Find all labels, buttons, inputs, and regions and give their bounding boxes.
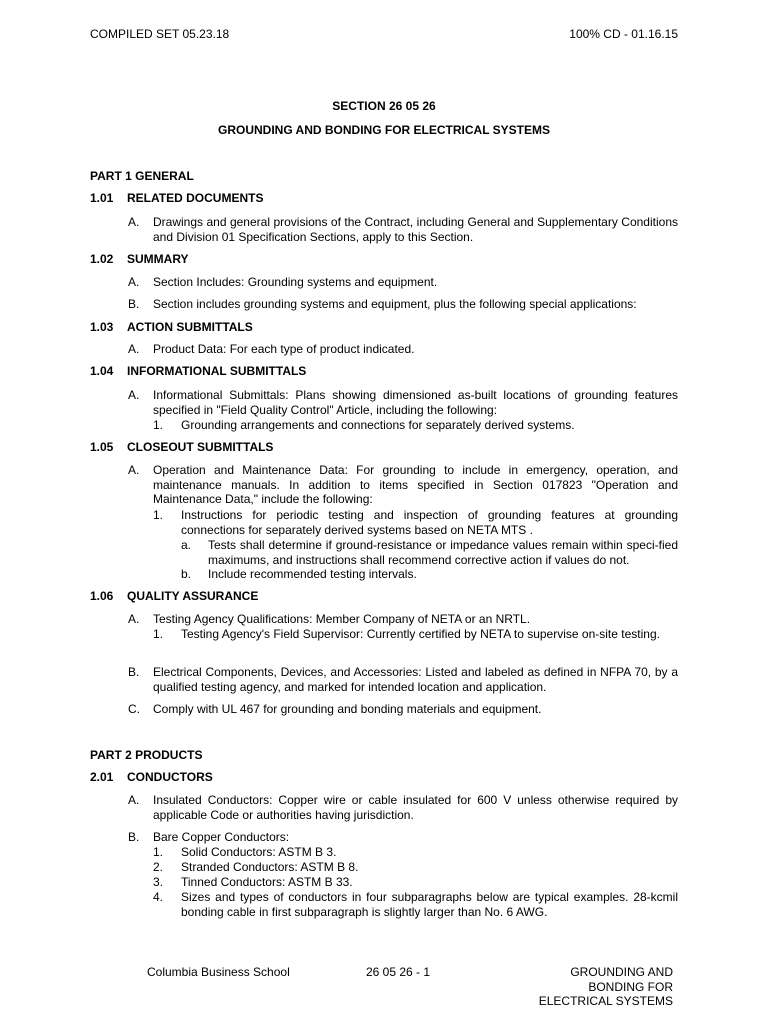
footer-right-line: GROUNDING AND bbox=[570, 965, 673, 979]
para-1-04-A bbox=[128, 388, 678, 417]
para-text: Sizes and types of conductors in four subparagraphs below are typical examples. 28-kcmil bonding cable in first subparagraph is slightly larger than No. 6 AWG. bbox=[181, 890, 678, 919]
para-1-06-A-1 bbox=[153, 627, 678, 642]
para-label: 4. bbox=[153, 890, 164, 904]
para-label: 3. bbox=[153, 875, 164, 889]
para-1-06-B bbox=[128, 665, 678, 694]
para-text: Product Data: For each type of product indicated. bbox=[153, 342, 415, 356]
heading-title: INFORMATIONAL SUBMITTALS bbox=[127, 364, 307, 378]
heading-number: 1.03 bbox=[90, 320, 114, 334]
para-label: 1. bbox=[153, 418, 164, 432]
para-text: Testing Agency's Field Supervisor: Currently certified by NETA to supervise on-site testing. bbox=[181, 627, 660, 641]
para-text: Bare Copper Conductors: bbox=[153, 830, 290, 844]
para-text: Tests shall determine if ground-resistance or impedance values remain within speci-fied maximums, and instructions shall recommend corrective action if values do not. bbox=[208, 538, 678, 567]
para-label: A. bbox=[128, 388, 140, 402]
para-text: Electrical Components, Devices, and Accessories: Listed and labeled as defined in NFPA 70, by a qualified testing agency, and marked for intended location and application. bbox=[153, 665, 678, 694]
para-1-04-A-1 bbox=[153, 418, 678, 433]
para-label: 1. bbox=[153, 845, 164, 859]
heading-title: CLOSEOUT SUBMITTALS bbox=[127, 440, 274, 454]
para-label: A. bbox=[128, 463, 140, 477]
para-2-01-B-2 bbox=[153, 860, 678, 875]
heading-1-02 bbox=[90, 252, 189, 267]
para-label: B. bbox=[128, 830, 140, 844]
para-label: 2. bbox=[153, 860, 164, 874]
para-text: Instructions for periodic testing and inspection of grounding features at grounding connections for separately derived systems based on NETA MTS . bbox=[181, 508, 678, 537]
header-left: COMPILED SET 05.23.18 bbox=[90, 27, 230, 41]
footer-right bbox=[539, 965, 673, 1009]
para-text: Informational Submittals: Plans showing dimensioned as-built locations of grounding features specified in "Field Quality Control" Article, including the following: bbox=[153, 388, 678, 417]
para-1-05-A-1 bbox=[153, 508, 678, 537]
heading-2-01 bbox=[90, 770, 213, 785]
para-2-01-B-1 bbox=[153, 845, 678, 860]
para-text: Comply with UL 467 for grounding and bonding materials and equipment. bbox=[153, 702, 542, 716]
header-right: 100% CD - 01.16.15 bbox=[569, 27, 678, 41]
para-1-03-A bbox=[128, 342, 678, 357]
heading-1-04 bbox=[90, 364, 306, 379]
heading-title: QUALITY ASSURANCE bbox=[127, 589, 259, 603]
para-text: Grounding arrangements and connections for separately derived systems. bbox=[181, 418, 575, 432]
para-text: Operation and Maintenance Data: For grounding to include in emergency, operation, and maintenance manuals. In addition to items specified in Section 017823 "Operation and Maintenance Data," include the following: bbox=[153, 463, 678, 507]
heading-title: SUMMARY bbox=[127, 252, 189, 266]
para-text: Stranded Conductors: ASTM B 8. bbox=[181, 860, 359, 874]
para-2-01-A bbox=[128, 793, 678, 822]
para-1-05-A-1-b bbox=[181, 567, 678, 582]
para-text: Drawings and general provisions of the Contract, including General and Supplementary Conditions and Division 01 Specification Sections, apply to this Section. bbox=[153, 215, 678, 244]
heading-number: 2.01 bbox=[90, 770, 114, 784]
section-title: GROUNDING AND BONDING FOR ELECTRICAL SYSTEMS bbox=[217, 123, 550, 137]
para-text: Tinned Conductors: ASTM B 33. bbox=[181, 875, 353, 889]
heading-1-06 bbox=[90, 589, 258, 604]
para-label: A. bbox=[128, 612, 140, 626]
para-2-01-B-4 bbox=[153, 890, 678, 919]
para-text: Solid Conductors: ASTM B 3. bbox=[181, 845, 337, 859]
para-1-02-A bbox=[128, 275, 678, 290]
para-label: B. bbox=[128, 297, 140, 311]
heading-number: 1.06 bbox=[90, 589, 114, 603]
para-label: B. bbox=[128, 665, 140, 679]
para-1-06-C bbox=[128, 702, 678, 717]
para-1-05-A-1-a bbox=[181, 538, 678, 567]
para-1-05-A bbox=[128, 463, 678, 507]
heading-title: RELATED DOCUMENTS bbox=[127, 191, 264, 205]
heading-1-05 bbox=[90, 440, 273, 455]
heading-number: 1.02 bbox=[90, 252, 114, 266]
footer-right-line: ELECTRICAL SYSTEMS bbox=[538, 994, 673, 1008]
para-label: A. bbox=[128, 215, 140, 229]
footer-right-line: BONDING FOR bbox=[588, 979, 673, 994]
para-label: b. bbox=[181, 567, 192, 581]
para-text: Section Includes: Grounding systems and equipment. bbox=[153, 275, 438, 289]
para-label: 1. bbox=[153, 627, 164, 641]
heading-number: 1.01 bbox=[90, 191, 114, 205]
para-2-01-B bbox=[128, 830, 678, 845]
heading-1-03 bbox=[90, 320, 253, 335]
para-label: A. bbox=[128, 793, 140, 807]
part1-heading: PART 1 GENERAL bbox=[90, 169, 194, 183]
heading-1-01 bbox=[90, 191, 263, 206]
para-label: C. bbox=[128, 702, 140, 716]
part2-heading: PART 2 PRODUCTS bbox=[90, 748, 203, 762]
para-1-02-B bbox=[128, 297, 678, 312]
para-text: Insulated Conductors: Copper wire or cable insulated for 600 V unless otherwise required by applicable Code or authorities having jurisdiction. bbox=[153, 793, 678, 822]
heading-title: CONDUCTORS bbox=[127, 770, 213, 784]
para-2-01-B-3 bbox=[153, 875, 678, 890]
para-label: A. bbox=[128, 342, 140, 356]
footer-left: Columbia Business School bbox=[147, 965, 290, 979]
heading-number: 1.05 bbox=[90, 440, 114, 454]
heading-title: ACTION SUBMITTALS bbox=[127, 320, 253, 334]
para-text: Section includes grounding systems and equipment, plus the following special applications: bbox=[153, 297, 637, 311]
footer-page-number: 26 05 26 - 1 bbox=[366, 965, 431, 979]
para-text: Testing Agency Qualifications: Member Company of NETA or an NRTL. bbox=[153, 612, 531, 626]
para-label: 1. bbox=[153, 508, 164, 522]
para-text: Include recommended testing intervals. bbox=[208, 567, 417, 581]
para-1-01-A bbox=[128, 215, 678, 244]
section-number: SECTION 26 05 26 bbox=[332, 99, 436, 113]
heading-number: 1.04 bbox=[90, 364, 114, 378]
para-label: a. bbox=[181, 538, 192, 552]
para-label: A. bbox=[128, 275, 140, 289]
para-1-06-A bbox=[128, 612, 678, 627]
